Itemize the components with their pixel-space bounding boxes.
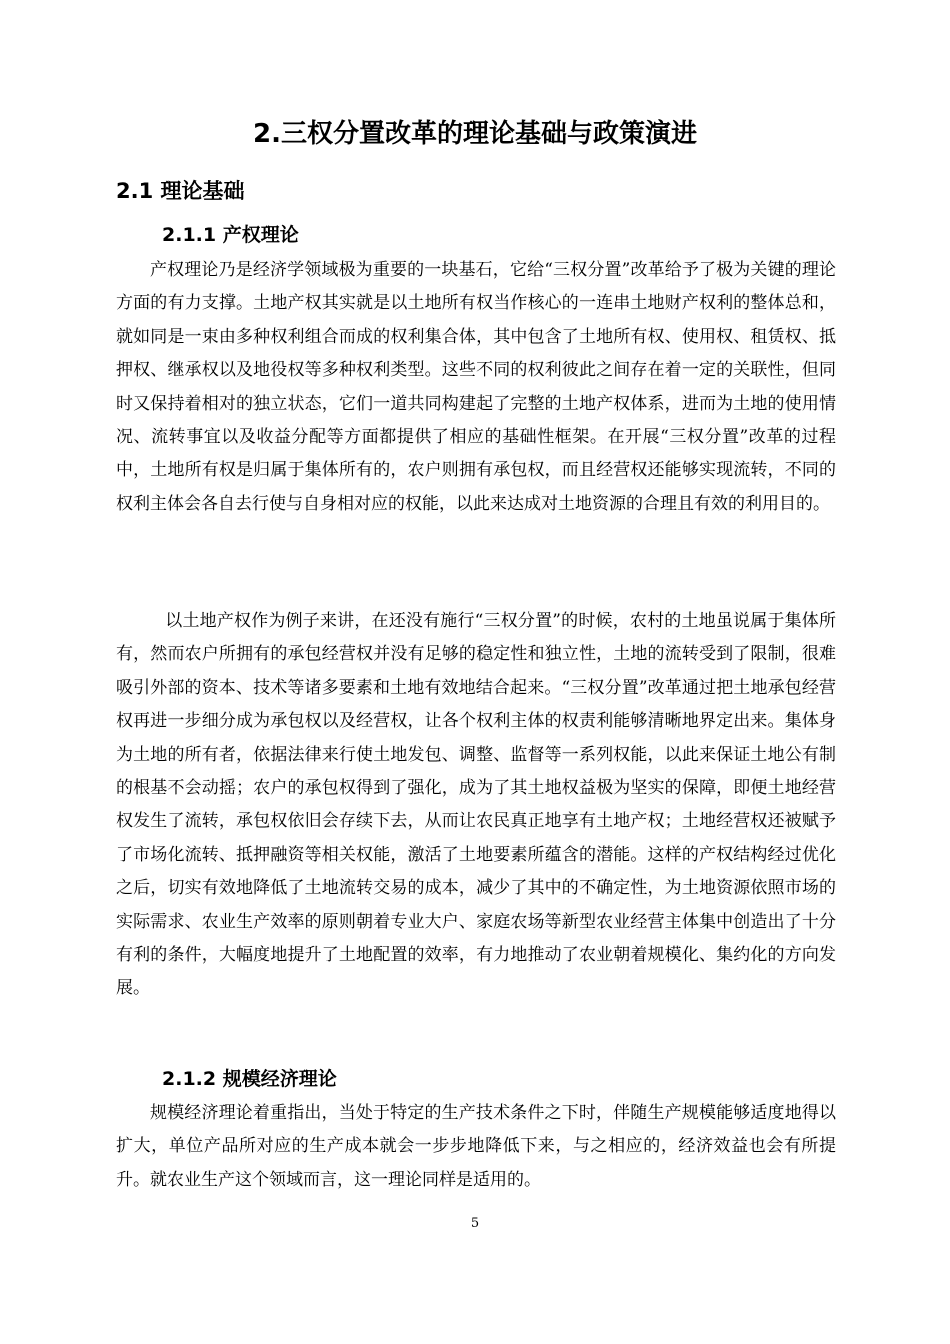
subsection-heading-property-rights: 2.1.1 产权理论 (162, 224, 299, 246)
section-heading: 2.1 理论基础 (116, 179, 245, 203)
chapter-title: 2.三权分置改革的理论基础与政策演进 (253, 119, 697, 149)
subsection-heading-economies-of-scale: 2.1.2 规模经济理论 (162, 1068, 337, 1090)
page-number: 5 (470, 1216, 480, 1231)
paragraph-property-rights-1: 产权理论乃是经济学领域极为重要的一块基石，它给“三权分置”改革给予了极为关键的理论方面的有力支撑。土地产权其实就是以土地所有权当作核心的一连串土地财产权利的整体总和，就如同是一束由多种权利组合而成的权利集合体，其中包含了土地所有权、使用权、租赁权、抵押权、继承权以及地役权等多种权利类型。这些不同的权利彼此之间存在着一定的关联性，但同时又保持着相对的独立状态，它们一道共同构建起了完整的土地产权体系，进而为土地的使用情况、流转事宜以及收益分配等方面都提供了相应的基础性框架。在开展“三权分置”改革的过程中，土地所有权是归属于集体所有的，农户则拥有承包权，而且经营权还能够实现流转，不同的权利主体会各自去行使与自身相对应的权能，以此来达成对土地资源的合理且有效的利用目的。 (116, 260, 836, 514)
paragraph-economies-of-scale-1: 规模经济理论着重指出，当处于特定的生产技术条件之下时，伴随生产规模能够适度地得以扩大，单位产品所对应的生产成本就会一步步地降低下来，与之相应的，经济效益也会有所提升。就农业生产这个领域而言，这一理论同样是适用的。 (116, 1103, 836, 1190)
paragraph-property-rights-2: 以土地产权作为例子来讲，在还没有施行“三权分置”的时候，农村的土地虽说属于集体所有，然而农户所拥有的承包经营权并没有足够的稳定性和独立性，土地的流转受到了限制，很难吸引外部的资本、技术等诸多要素和土地有效地结合起来。“三权分置”改革通过把土地承包经营权再进一步细分成为承包权以及经营权，让各个权利主体的权责利能够清晰地界定出来。集体身为土地的所有者，依据法律来行使土地发包、调整、监督等一系列权能，以此来保证土地公有制的根基不会动摇；农户的承包权得到了强化，成为了其土地权益极为坚实的保障，即便土地经营权发生了流转，承包权依旧会存续下去，从而让农民真正地享有土地产权；土地经营权还被赋予了市场化流转、抵押融资等相关权能，激活了土地要素所蕴含的潜能。这样的产权结构经过优化之后，切实有效地降低了土地流转交易的成本，减少了其中的不确定性，为土地资源依照市场的实际需求、农业生产效率的原则朝着专业大户、家庭农场等新型农业经营主体集中创造出了十分有利的条件，大幅度地提升了土地配置的效率，有力地推动了农业朝着规模化、集约化的方向发展。 (116, 611, 836, 999)
